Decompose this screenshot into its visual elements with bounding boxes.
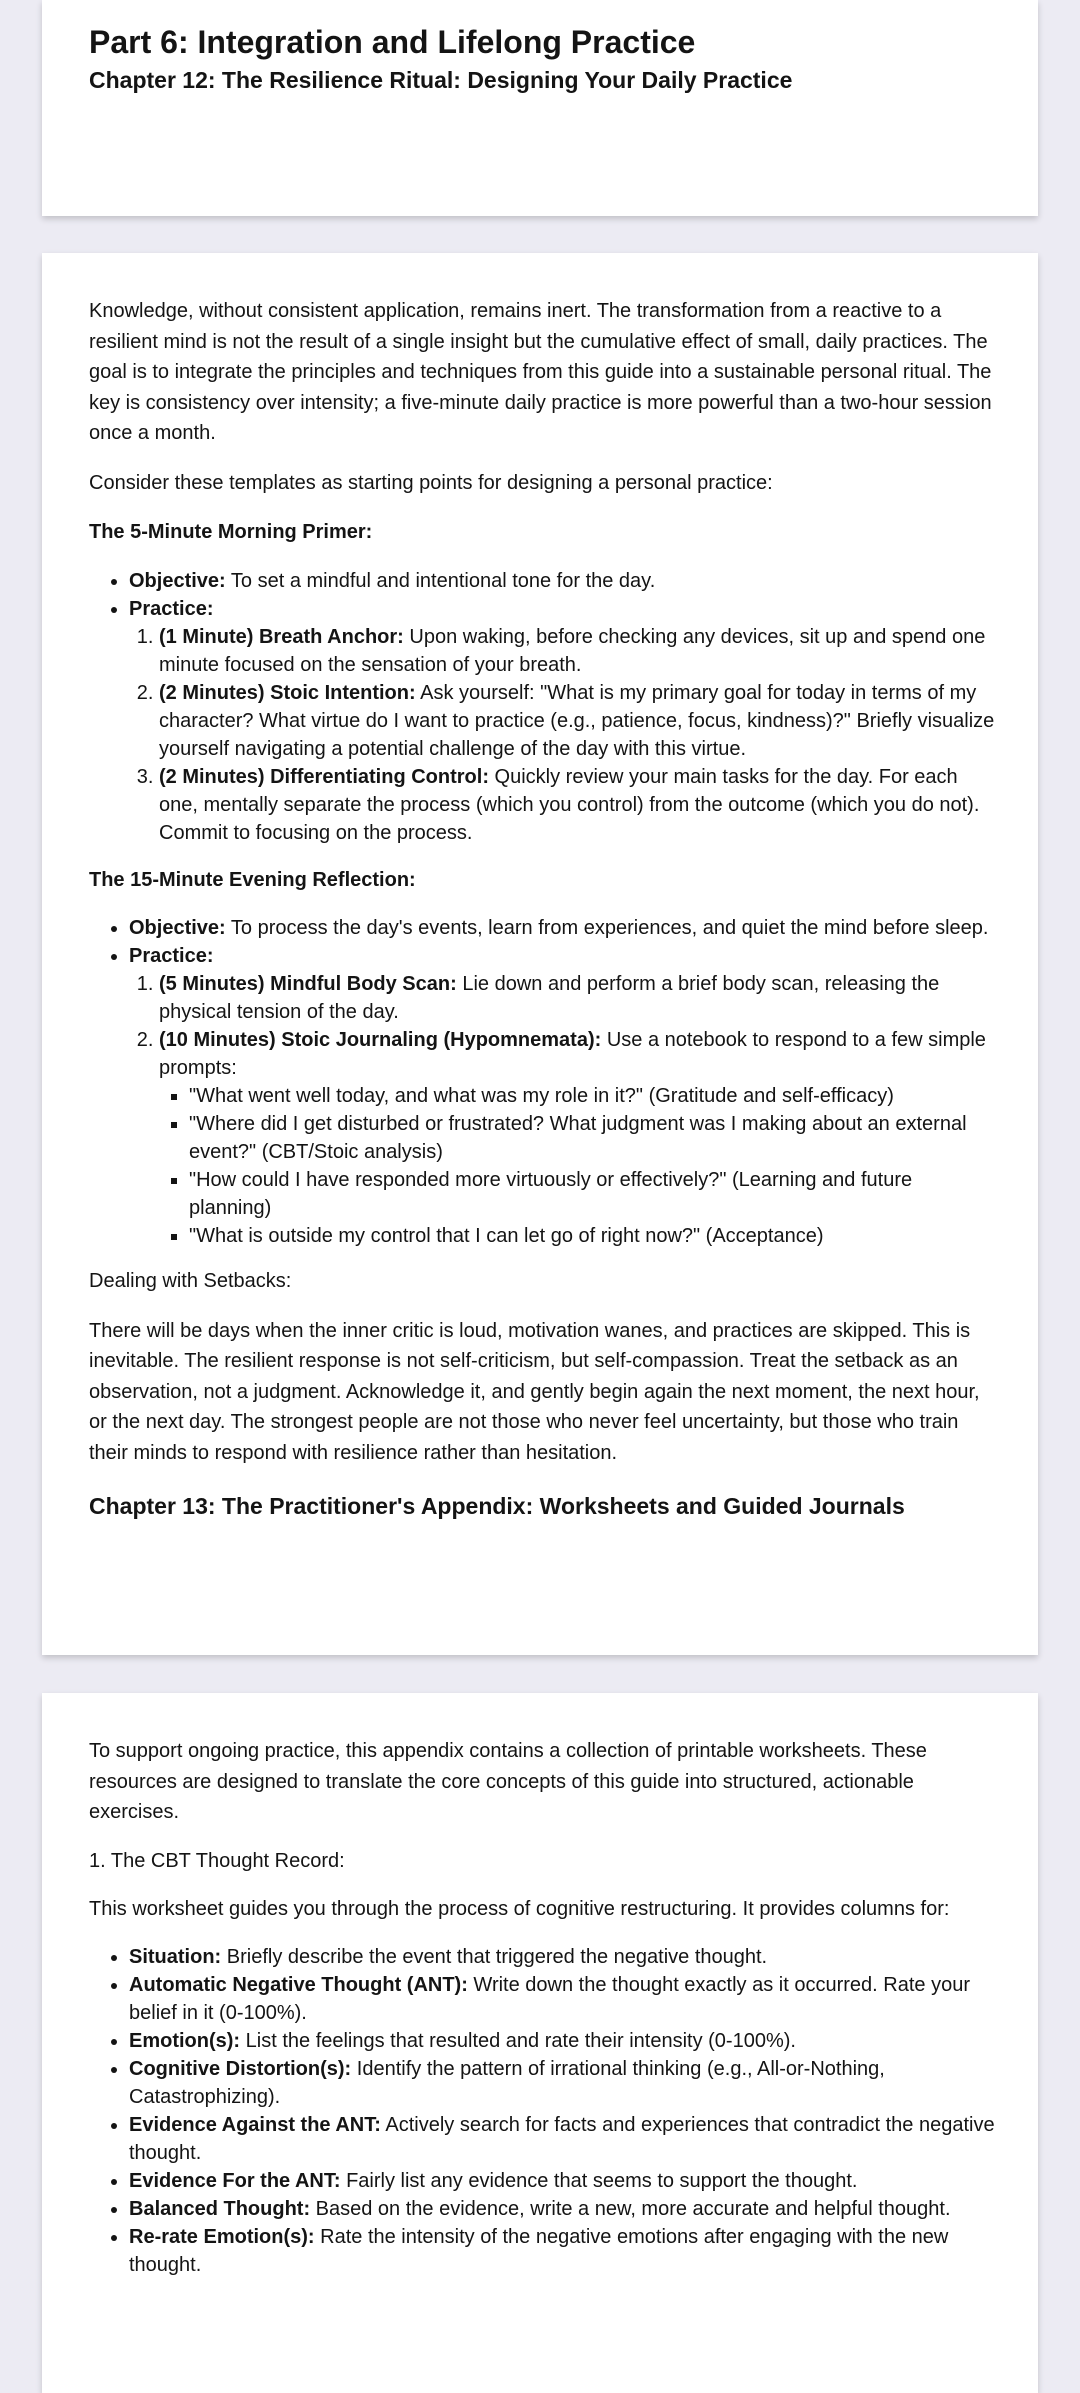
step-label: (1 Minute) Breath Anchor: xyxy=(159,625,404,648)
step-text: Upon waking, before checking any devices, sit up and spend one minute focused on the sensation of your breath. xyxy=(159,625,986,676)
list-item xyxy=(129,2223,998,2279)
evening-steps-list xyxy=(89,970,998,1250)
column-label: Evidence For the ANT: xyxy=(129,2169,341,2192)
step-label: (2 Minutes) Stoic Intention: xyxy=(159,681,416,704)
appendix-intro: To support ongoing practice, this appendix contains a collection of printable worksheets. These resources are designed to translate the core concepts of this guide into structured, actionable exercises. xyxy=(89,1740,927,1823)
column-label: Situation: xyxy=(129,1945,222,1968)
practice-label: Practice: xyxy=(129,945,214,967)
list-item xyxy=(159,679,998,763)
setbacks-heading: Dealing with Setbacks: xyxy=(89,1270,292,1292)
thought-record-columns xyxy=(89,1943,998,2279)
document-page-1 xyxy=(42,0,1038,216)
column-label: Re-rate Emotion(s): xyxy=(129,2225,315,2248)
chapter-12-title: Chapter 12: The Resilience Ritual: Designing Your Daily Practice xyxy=(89,67,793,93)
column-text: List the feelings that resulted and rate their intensity (0-100%). xyxy=(240,2029,796,2052)
column-text: Actively search for facts and experiences that contradict the negative thought. xyxy=(129,2113,995,2164)
thought-record-heading: 1. The CBT Thought Record: xyxy=(89,1849,345,1872)
list-item xyxy=(129,2167,998,2195)
list-item: ▪ "Where did I get disturbed or frustrated? What judgment was I making about an external event?" (CBT/Stoic analysis) xyxy=(189,1110,998,1166)
evening-reflection-list xyxy=(89,914,998,970)
step-text: Use a notebook to respond to a few simple prompts: xyxy=(159,1029,986,1079)
column-label: Evidence Against the ANT: xyxy=(129,2113,381,2136)
list-item: ▪ "What went well today, and what was my role in it?" (Gratitude and self-efficacy) xyxy=(189,1082,998,1110)
list-item xyxy=(159,763,998,847)
list-item: ▪ "How could I have responded more virtuously or effectively?" (Learning and future planning) xyxy=(189,1166,998,1222)
objective-label: Objective: xyxy=(129,569,226,592)
list-item xyxy=(129,1943,998,1971)
list-item xyxy=(129,2027,998,2055)
step-text: Ask yourself: "What is my primary goal for today in terms of my character? What virtue do I want to practice (e.g., patience, focus, kindness)?" Briefly visualize yourself navigating a potential challenge of the day with this virtue. xyxy=(159,681,995,760)
objective-label: Objective: xyxy=(129,917,226,939)
list-item xyxy=(129,2195,998,2223)
column-label: Automatic Negative Thought (ANT): xyxy=(129,1973,468,1996)
column-label: Balanced Thought: xyxy=(129,2197,311,2220)
column-label: Cognitive Distortion(s): xyxy=(129,2057,352,2080)
objective-text: To set a mindful and intentional tone for the day. xyxy=(225,569,656,592)
setbacks-text: There will be days when the inner critic is loud, motivation wanes, and practices are skipped. This is inevitable. The resilient response is not self-criticism, but self-compassion. Treat the setback as an observation, not a judgment. Acknowledge it, and gently begin again the next moment, the next hour, or the next day. The strongest people are not those who never feel uncertainty, but those who train their minds to respond with resilience rather than hesitation. xyxy=(89,1319,980,1464)
list-item xyxy=(129,942,998,970)
list-item xyxy=(159,1026,998,1250)
step-label: (2 Minutes) Differentiating Control: xyxy=(159,765,489,788)
list-item xyxy=(159,623,998,679)
list-item: ▪ "What is outside my control that I can let go of right now?" (Acceptance) xyxy=(189,1222,998,1250)
list-item xyxy=(129,2111,998,2167)
list-item xyxy=(129,595,998,623)
list-item xyxy=(129,1971,998,2027)
chapter-13-title: Chapter 13: The Practitioner's Appendix: Worksheets and Guided Journals xyxy=(89,1493,905,1519)
column-text: Briefly describe the event that triggered the negative thought. xyxy=(221,1945,768,1968)
document-page-3 xyxy=(42,1693,1038,2393)
step-label: (5 Minutes) Mindful Body Scan: xyxy=(159,973,457,995)
column-text: Fairly list any evidence that seems to support the thought. xyxy=(340,2169,858,2192)
list-item xyxy=(159,970,998,1026)
document-page-2 xyxy=(42,253,1038,1655)
column-label: Emotion(s): xyxy=(129,2029,241,2052)
morning-steps-list xyxy=(89,623,998,847)
column-text: Rate the intensity of the negative emotions after engaging with the new thought. xyxy=(129,2225,949,2276)
list-item xyxy=(129,2055,998,2111)
objective-text: To process the day's events, learn from experiences, and quiet the mind before sleep. xyxy=(225,917,989,939)
evening-reflection-heading: The 15-Minute Evening Reflection: xyxy=(89,868,416,891)
column-text: Write down the thought exactly as it occurred. Rate your belief in it (0-100%). xyxy=(129,1973,970,2024)
step-text: Quickly review your main tasks for the day. For each one, mentally separate the process (which you control) from the outcome (which you do not). Commit to focusing on the process. xyxy=(159,765,980,844)
part-title: Part 6: Integration and Lifelong Practice xyxy=(89,24,696,60)
chapter-12-intro: Knowledge, without consistent application, remains inert. The transformation from a reactive to a resilient mind is not the result of a single insight but the cumulative effect of small, daily practices. The goal is to integrate the principles and techniques from this guide into a sustainable personal ritual. The key is consistency over intensity; a five-minute daily practice is more powerful than a two-hour session once a month. xyxy=(89,300,992,444)
practice-label: Practice: xyxy=(129,597,214,620)
morning-primer-list xyxy=(89,567,998,623)
list-item xyxy=(129,567,998,595)
thought-record-lead: This worksheet guides you through the process of cognitive restructuring. It provides columns for: xyxy=(89,1898,950,1920)
journal-prompts-list xyxy=(159,1082,998,1250)
column-text: Identify the pattern of irrational thinking (e.g., All-or-Nothing, Catastrophizing). xyxy=(129,2057,885,2108)
list-item xyxy=(129,914,998,942)
step-label: (10 Minutes) Stoic Journaling (Hypomnemata): xyxy=(159,1029,602,1051)
column-text: Based on the evidence, write a new, more accurate and helpful thought. xyxy=(310,2197,951,2220)
morning-primer-heading: The 5-Minute Morning Primer: xyxy=(89,521,373,543)
templates-lead: Consider these templates as starting points for designing a personal practice: xyxy=(89,471,773,494)
step-text: Lie down and perform a brief body scan, releasing the physical tension of the day. xyxy=(159,973,940,1023)
